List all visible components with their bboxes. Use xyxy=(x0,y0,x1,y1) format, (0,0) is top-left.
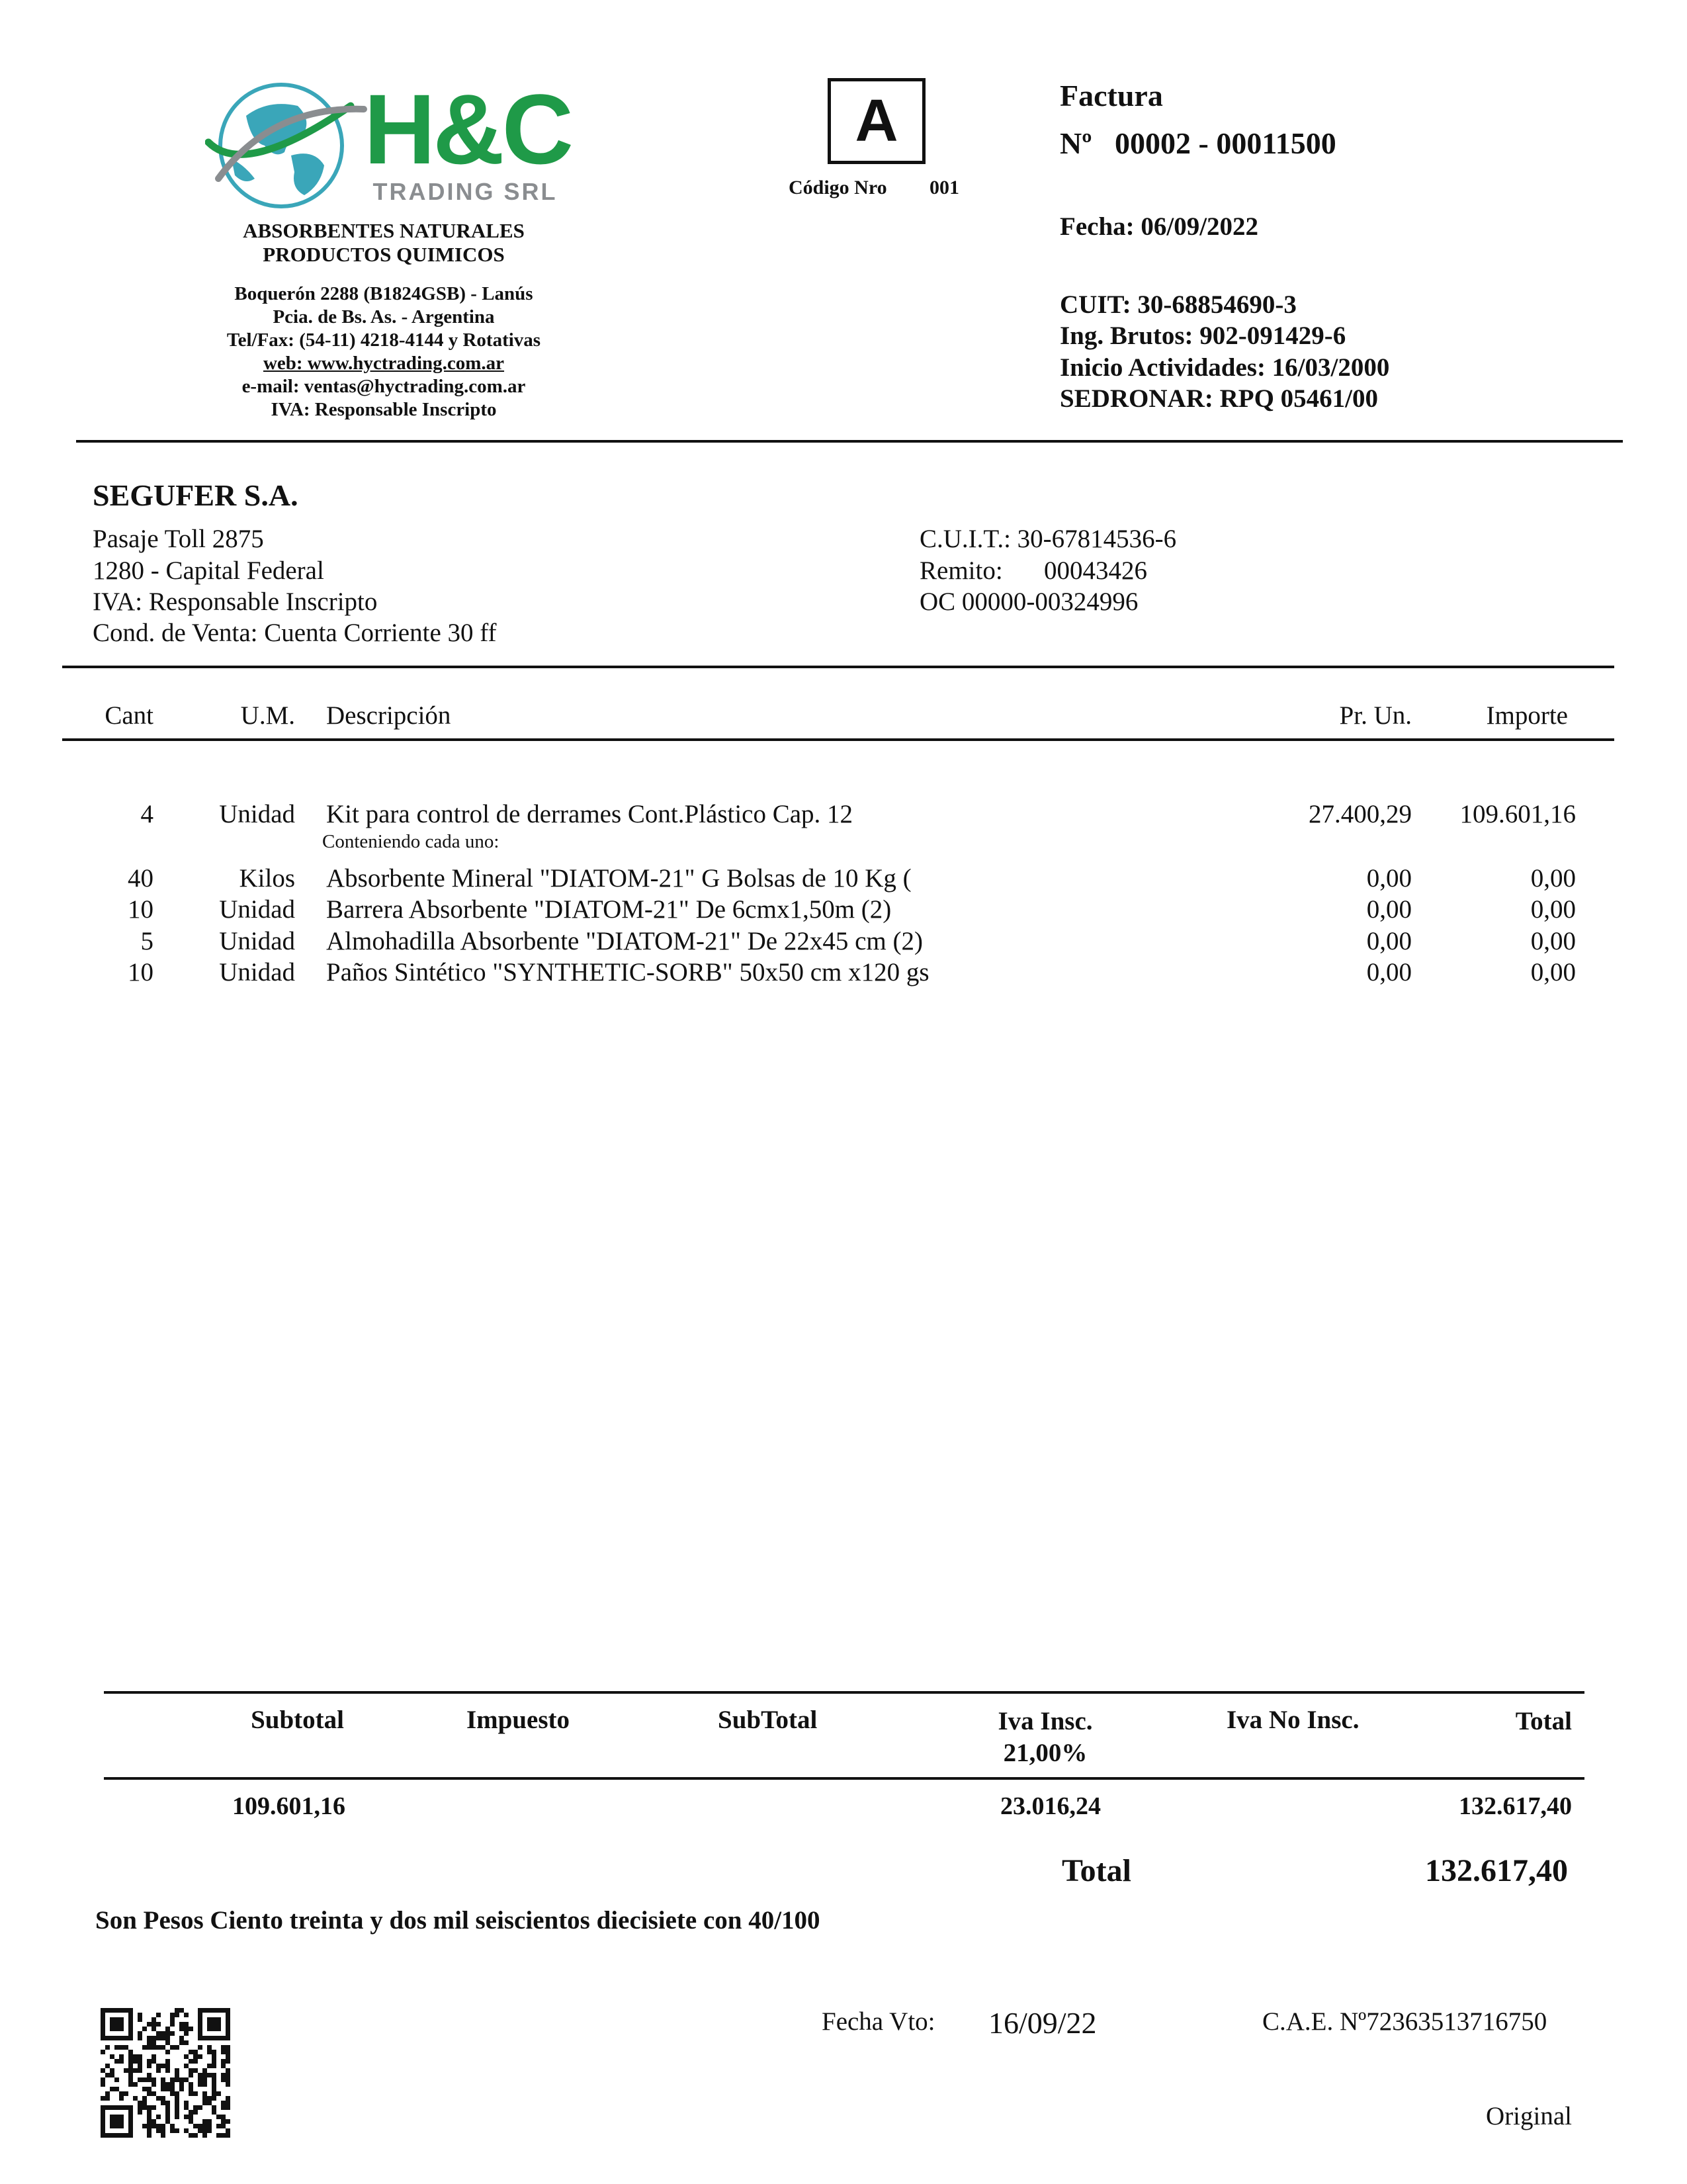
item-um: Unidad xyxy=(219,895,295,924)
item-price: 0,00 xyxy=(1366,864,1412,893)
invoice-number-label: Nº xyxy=(1060,126,1092,160)
col-header-um: U.M. xyxy=(240,701,295,730)
col-header-descripcion: Descripción xyxy=(326,701,451,730)
totals-header-iva-no-insc: Iva No Insc. xyxy=(1227,1706,1360,1734)
cae-number: C.A.E. Nº72363513716750 xyxy=(1262,2007,1547,2036)
col-header-importe: Importe xyxy=(1486,701,1568,730)
totals-header-subtotal: Subtotal xyxy=(251,1706,344,1734)
item-cant: 10 xyxy=(128,895,153,924)
remito-label: Remito: xyxy=(920,556,1003,585)
code-value: 001 xyxy=(930,177,959,198)
item-cant: 4 xyxy=(140,800,153,828)
client-address: Pasaje Toll 2875 xyxy=(93,525,264,553)
qr-code xyxy=(101,2008,230,2138)
totals-header-total: Total xyxy=(1515,1707,1572,1735)
client-oc: OC 00000-00324996 xyxy=(920,588,1139,616)
header-divider xyxy=(76,440,1623,443)
doc-type-box xyxy=(828,78,926,164)
totals-header-iva-rate: 21,00% xyxy=(1003,1739,1088,1767)
invoice-inicio-actividades: Inicio Actividades: 16/03/2000 xyxy=(1060,353,1390,382)
col-header-precio: Pr. Un. xyxy=(1339,701,1412,730)
item-amount: 0,00 xyxy=(1530,958,1576,986)
grand-total-label: Total xyxy=(1062,1853,1131,1888)
item-note: Conteniendo cada uno: xyxy=(322,831,499,852)
company-address-1: Boquerón 2288 (B1824GSB) - Lanús xyxy=(234,283,533,304)
item-cant: 5 xyxy=(140,927,153,955)
item-desc: Paños Sintético "SYNTHETIC-SORB" 50x50 cm x120 gs xyxy=(326,958,930,986)
client-cuit: C.U.I.T.: 30-67814536-6 xyxy=(920,525,1177,553)
invoice-cuit: CUIT: 30-68854690-3 xyxy=(1060,290,1297,319)
totals-value-total: 132.617,40 xyxy=(1459,1792,1572,1820)
company-iva: IVA: Responsable Inscripto xyxy=(271,399,497,420)
client-city: 1280 - Capital Federal xyxy=(93,556,324,585)
item-desc: Barrera Absorbente "DIATOM-21" De 6cmx1,50m (2) xyxy=(326,895,892,924)
invoice-ing-brutos: Ing. Brutos: 902-091429-6 xyxy=(1060,322,1346,350)
item-amount: 0,00 xyxy=(1530,927,1576,955)
totals-header-iva-insc: Iva Insc. xyxy=(998,1707,1093,1735)
item-um: Unidad xyxy=(219,927,295,955)
item-cant: 10 xyxy=(128,958,153,986)
invoice-sedronar: SEDRONAR: RPQ 05461/00 xyxy=(1060,384,1379,413)
item-price: 0,00 xyxy=(1366,927,1412,955)
company-logo xyxy=(205,73,571,212)
item-um: Unidad xyxy=(219,958,295,986)
invoice-title: Factura xyxy=(1060,79,1163,112)
item-cant: 40 xyxy=(128,864,153,893)
doc-type-letter: A xyxy=(855,88,898,154)
logo-text-sub: TRADING SRL xyxy=(372,178,558,205)
items-header-divider xyxy=(62,738,1614,741)
company-tagline-1: ABSORBENTES NATURALES xyxy=(243,219,525,242)
col-header-cant: Cant xyxy=(105,701,153,730)
item-amount: 109.601,16 xyxy=(1459,800,1576,828)
company-address-2: Pcia. de Bs. As. - Argentina xyxy=(273,306,495,328)
company-email[interactable]: e-mail: ventas@hyctrading.com.ar xyxy=(241,376,526,397)
item-desc: Absorbente Mineral "DIATOM-21" G Bolsas de 10 Kg ( xyxy=(326,864,912,893)
totals-header-impuesto: Impuesto xyxy=(466,1706,570,1734)
item-um: Kilos xyxy=(239,864,295,893)
totals-value-iva-insc: 23.016,24 xyxy=(1000,1792,1101,1820)
item-desc: Almohadilla Absorbente "DIATOM-21" De 22x45 cm (2) xyxy=(326,927,923,955)
totals-header-divider xyxy=(104,1777,1584,1780)
invoice-date: Fecha: 06/09/2022 xyxy=(1060,212,1259,241)
item-amount: 0,00 xyxy=(1530,864,1576,893)
code-label: Código Nro xyxy=(789,177,887,198)
item-amount: 0,00 xyxy=(1530,895,1576,924)
copy-label: Original xyxy=(1486,2102,1572,2130)
fecha-vto-label: Fecha Vto: xyxy=(822,2007,935,2036)
item-price: 27.400,29 xyxy=(1309,800,1412,828)
totals-value-subtotal: 109.601,16 xyxy=(232,1792,345,1820)
totals-header-subtotal2: SubTotal xyxy=(718,1706,818,1734)
client-divider xyxy=(62,666,1614,668)
amount-in-words: Son Pesos Ciento treinta y dos mil seiscientos diecisiete con 40/100 xyxy=(95,1906,820,1935)
company-phone: Tel/Fax: (54-11) 4218-4144 y Rotativas xyxy=(226,329,541,351)
item-price: 0,00 xyxy=(1366,958,1412,986)
client-cond-venta: Cond. de Venta: Cuenta Corriente 30 ff xyxy=(93,619,497,647)
item-desc: Kit para control de derrames Cont.Plástico Cap. 12 xyxy=(326,800,853,828)
company-tagline-2: PRODUCTOS QUIMICOS xyxy=(263,243,505,266)
company-web-link[interactable]: web: www.hyctrading.com.ar xyxy=(263,353,505,374)
logo-text-main: H&C xyxy=(364,73,571,185)
client-name: SEGUFER S.A. xyxy=(93,478,298,512)
remito-value: 00043426 xyxy=(1044,556,1147,585)
invoice-number: 00002 - 00011500 xyxy=(1115,126,1336,160)
client-iva: IVA: Responsable Inscripto xyxy=(93,588,378,616)
grand-total-value: 132.617,40 xyxy=(1425,1853,1568,1888)
item-um: Unidad xyxy=(219,800,295,828)
item-price: 0,00 xyxy=(1366,895,1412,924)
fecha-vto-value: 16/09/22 xyxy=(988,2006,1097,2040)
totals-top-divider xyxy=(104,1691,1584,1694)
